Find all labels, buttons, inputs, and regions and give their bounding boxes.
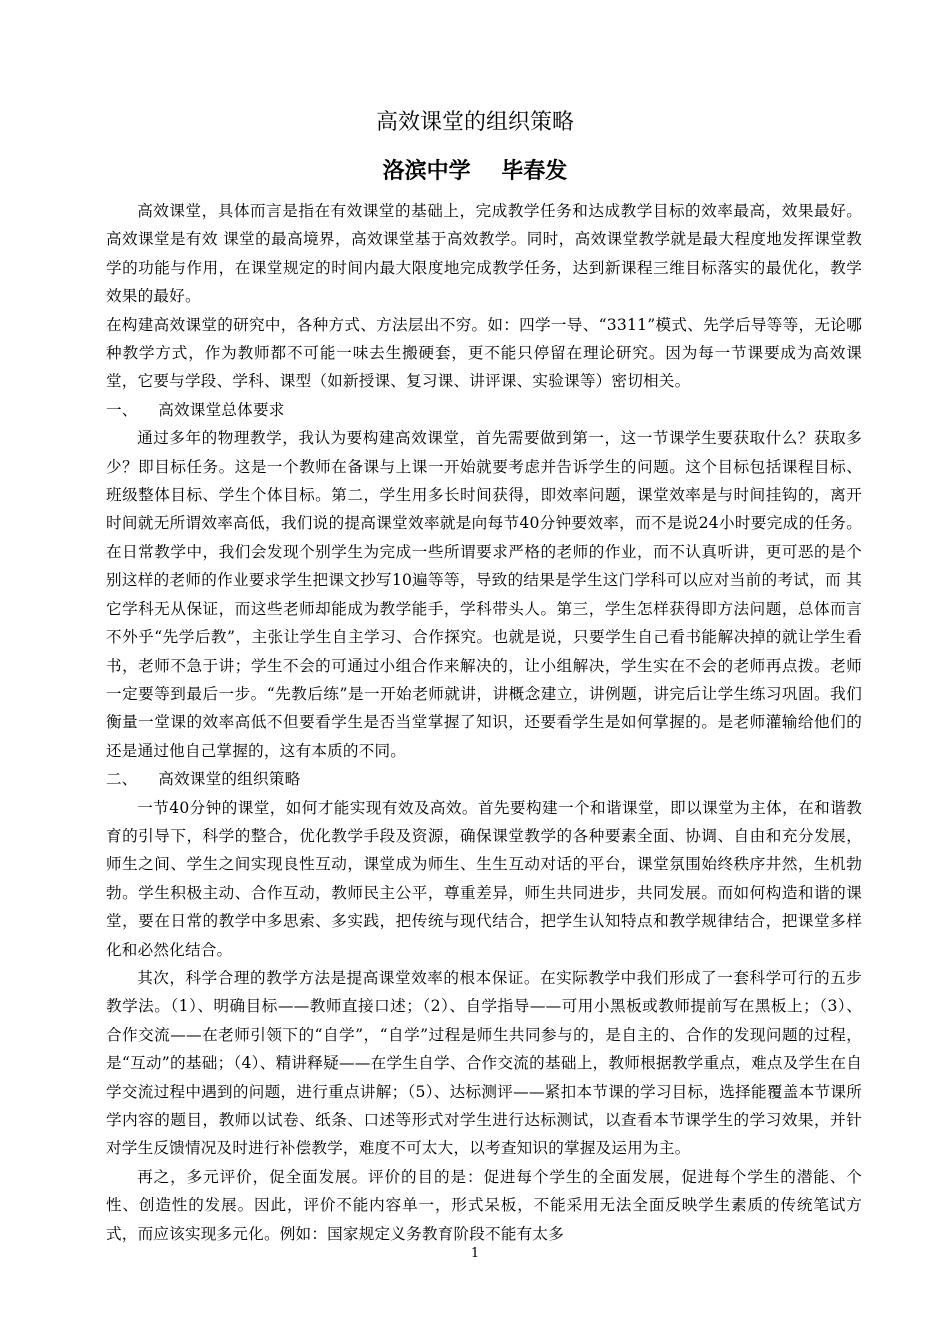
section-heading-2: 二、 高效课堂的组织策略 <box>106 770 301 789</box>
author-line: 洛滨中学 毕春发 <box>382 159 568 184</box>
document-title: 高效课堂的组织策略 <box>375 110 574 135</box>
paragraph-harmony: 一节40分钟的课堂，如何才能实现有效及高效。首先要构建一个和谐课堂，即以课堂为主体，在和谐教育的引导下，科学的整合，优化教学手段及资源，确保课堂教学的各种要素全面、协调、自由和充分发展，师生之间、学生之间实现良性互动，课堂成为师生、生生互动对话的平台，课堂氛围始终秩序井然，生机勃勃。学生积极主动、合作互动，教师民主公平，尊重差异，师生共同进步，共同发展。而如何构造和谐的课堂，要在日常的教学中多思索、多实践，把传统与现代结合，把学生认知特点和教学规律结合，把课堂多样化和必然化结合。 <box>106 798 862 959</box>
paragraph-methods: 在构建高效课堂的研究中，各种方式、方法层出不穷。如：四学一导、“3311”模式、先学后导等等，无论哪种教学方式，作为教师都不可能一味去生搬硬套，更不能只停留在理论研究。因为每一节课要成为高效课堂，它要与学段、学科、课型（如新授课、复习课、讲评课、实验课等）密切相关。 <box>106 315 862 391</box>
paragraph-requirements: 通过多年的物理教学，我认为要构建高效课堂，首先需要做到第一，这一节课学生要获取什么？获取多少？即目标任务。这是一个教师在备课与上课一开始就要考虑并告诉学生的问题。这个目标包括课程目标、班级整体目标、学生个体目标。第二，学生用多长时间获得，即效率问题，课堂效率是与时间挂钩的，离开时间就无所谓效率高低，我们说的提高课堂效率就是向每节40分钟要效率，而不是说24小时要完成的任务。在日常教学中，我们会发现个别学生为完成一些所谓要求严格的老师的作业，而不认真听讲，更可恶的是个别这样的老师的作业要求学生把课文抄写10遍等等，导致的结果是学生这门学科可以应对当前的考试，而 其它学科无从保证，而这些老师却能成为教学能手，学科带头人。第三，学生怎样获得即方法问题，总体而言不外乎“先学后教”，主张让学生自主学习、合作探究。也就是说，只要学生自己看书能解决掉的就让学生看书，老师不急于讲；学生不会的可通过小组合作来解决的，让小组解决，学生实在不会的老师再点拨。老师一定要等到最后一步。“先教后练”是一开始老师就讲，讲概念建立，讲例题，讲完后让学生练习巩固。我们衡量一堂课的效率高低不但要看学生是否当堂掌握了知识，还要看学生是如何掌握的。是老师灌输给他们的还是通过他自己掌握的，这有本质的不同。 <box>106 429 862 760</box>
document-body <box>106 197 862 1248</box>
section-heading-1: 一、 高效课堂总体要求 <box>106 400 285 419</box>
paragraph-intro: 高效课堂，具体而言是指在有效课堂的基础上，完成教学任务和达成教学目标的效率最高，效果最好。高效课堂是有效 课堂的最高境界，高效课堂基于高效教学。同时，高效课堂教学就是最大程度地发挥课堂教学的功能与作用，在课堂规定的时间内最大限度地完成教学任务，达到新课程三维目标落实的最优化，教学效果的最好。 <box>106 202 862 306</box>
paragraph-five-step-method: 其次，科学合理的教学方法是提高课堂效率的根本保证。在实际教学中我们形成了一套科学可行的五步教学法。（1）、明确目标——教师直接口述；（2）、自学指导——可用小黑板或教师提前写在黑板上；（3）、合作交流——在老师引领下的“自学”，“自学”过程是师生共同参与的，是自主的、合作的发现问题的过程，是“互动”的基础；（4）、精讲释疑——在学生自学、合作交流的基础上，教师根据教学重点，难点及学生在自学交流过程中遇到的问题，进行重点讲解；（5）、达标测评——紧扣本节课的学习目标，选择能覆盖本节课所学内容的题目，教师以试卷、纸条、口述等形式对学生进行达标测试，以查看本节课学生的学习效果，并针对学生反馈情况及时进行补偿教学，难度不可太大，以考查知识的掌握及运用为主。 <box>106 968 862 1158</box>
paragraph-evaluation: 再之，多元评价，促全面发展。评价的目的是：促进每个学生的全面发展，促进每个学生的潜能、个性、创造性的发展。因此，评价不能内容单一，形式呆板，不能采用无法全面反映学生素质的传统笔试方式，而应该实现多元化。例如：国家规定义务教育阶段不能有太多 <box>106 1167 862 1243</box>
page-number: 1 <box>470 1246 480 1261</box>
